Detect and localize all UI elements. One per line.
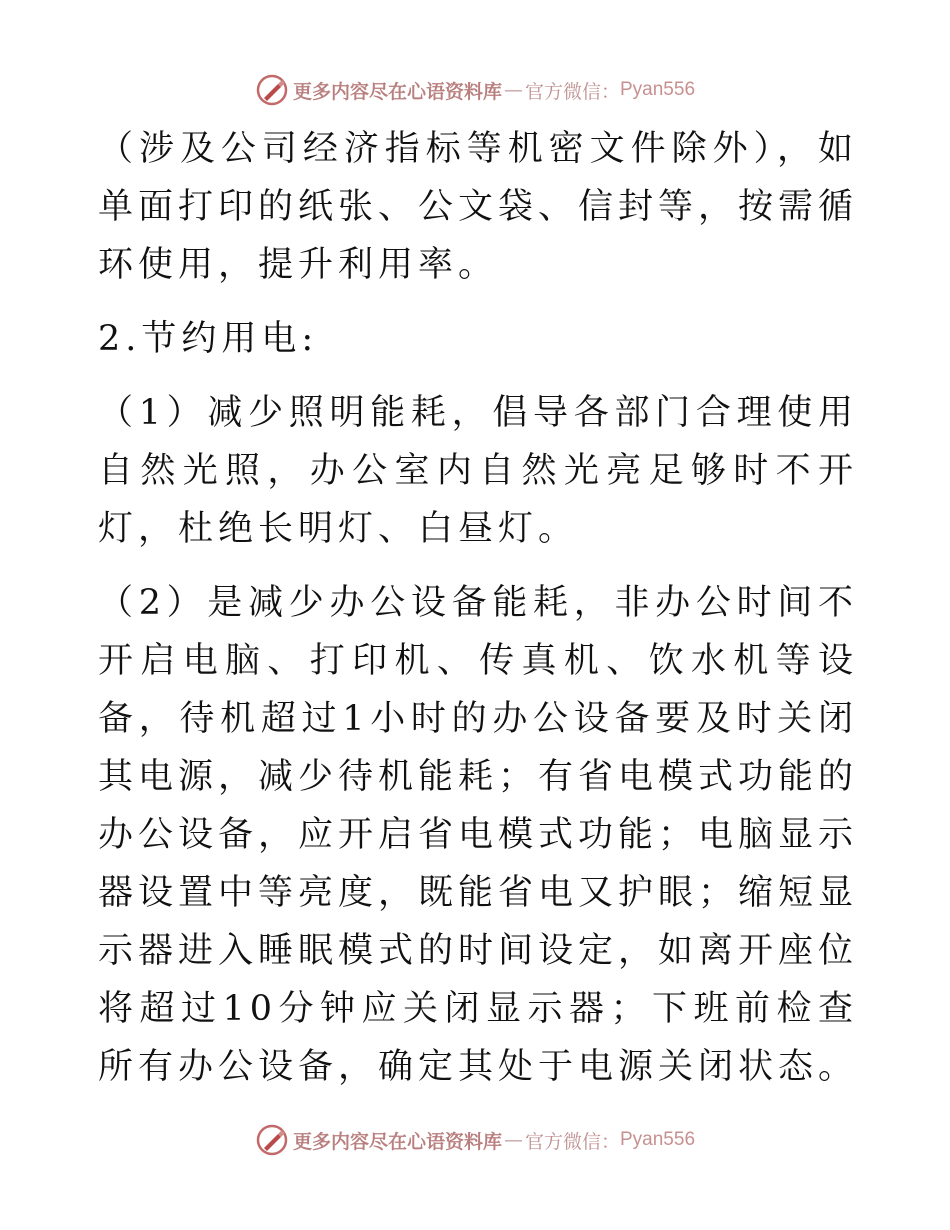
watermark-id: Pyan556: [620, 1129, 696, 1150]
pen-logo-icon: [255, 1123, 289, 1157]
document-body: [98, 120, 858, 1096]
watermark-main-text: 更多内容尽在心语资料库: [292, 80, 502, 103]
watermark-main-text: 更多内容尽在心语资料库: [292, 1130, 502, 1153]
paragraph-continuation: （涉及公司经济指标等机密文件除外），如单面打印的纸张、公文袋、信封等，按需循环使用，提升利用率。: [98, 129, 859, 285]
watermark-dash: —: [503, 1129, 523, 1151]
watermark-label: 官方微信：: [524, 80, 620, 103]
paragraph-office-equipment: （2）是减少办公设备能耗，非办公时间不开启电脑、打印机、传真机、饮水机等设备，待机超过1小时的办公设备要及时关闭其电源，减少待机能耗；有省电模式功能的办公设备，应开启省电模式功能；电脑显示器设置中等亮度，既能省电又护眼；缩短显示器进入睡眠模式的时间设定，如离开座位将超过10分钟应关闭显示器；下班前检查所有办公设备，确定其处于电源关闭状态。: [98, 583, 859, 1087]
pen-logo-icon: [255, 73, 289, 107]
watermark-label: 官方微信：: [524, 1130, 620, 1153]
section-heading-save-electricity: 2.节约用电:: [98, 319, 319, 359]
footer-watermark: [0, 1120, 950, 1160]
watermark-id: Pyan556: [620, 79, 696, 100]
watermark-dash: —: [503, 79, 523, 101]
header-watermark: [0, 70, 950, 110]
paragraph-lighting: （1）减少照明能耗，倡导各部门合理使用自然光照，办公室内自然光亮足够时不开灯，杜绝长明灯、白昼灯。: [98, 393, 858, 549]
